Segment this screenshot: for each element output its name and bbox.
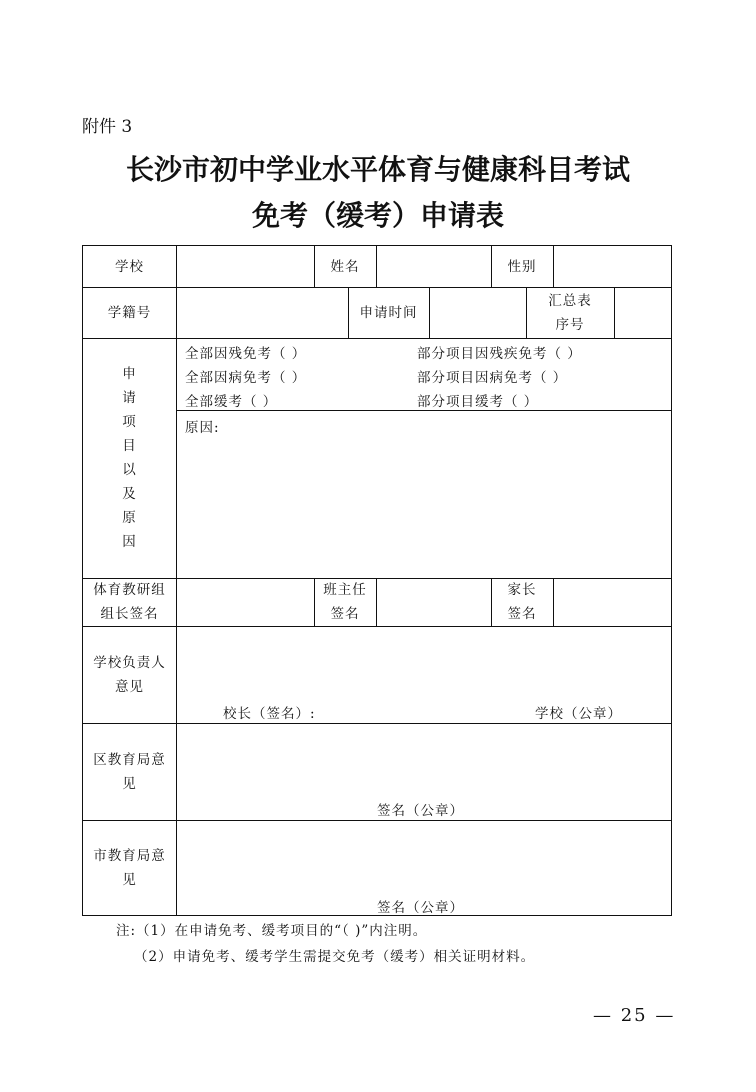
page-number: — 25 — [593,1005,676,1026]
option-defer-all[interactable]: 全部缓考（ ） [185,394,278,410]
form-title-line1: 长沙市初中学业水平体育与健康科目考试 [125,153,630,186]
principal-sign-label: 校长（签名）: [223,706,316,722]
reason-label: 原因: [185,420,220,436]
option-illness-partial[interactable]: 部分项目因病免考（ ） [417,370,568,386]
summary-no-label: 汇总表序号 [548,292,592,333]
name-field[interactable] [377,246,491,287]
note-2: （2）申请免考、缓考学生需提交免考（缓考）相关证明材料。 [134,949,536,965]
city-opinion-label: 市教育局意见 [93,847,166,888]
school-head-opinion-label: 学校负责人意见 [93,654,166,695]
apply-time-label: 申请时间 [359,304,418,321]
option-disability-all[interactable]: 全部因残免考（ ） [185,346,307,362]
parent-sign-field[interactable] [554,578,671,626]
school-field[interactable] [177,246,314,287]
parent-label: 家长签名 [507,582,537,622]
pe-leader-sign-field[interactable] [177,578,314,626]
option-defer-partial[interactable]: 部分项目缓考（ ） [417,394,539,410]
head-teacher-sign-field[interactable] [377,578,491,626]
attachment-label: 附件 3 [82,117,133,137]
option-illness-all[interactable]: 全部因病免考（ ） [185,370,307,386]
summary-no-field[interactable] [615,287,671,338]
school-label: 学校 [115,258,144,275]
name-label: 姓名 [330,258,360,275]
head-teacher-label: 班主任签名 [323,582,367,622]
form-notes [116,918,535,970]
student-id-field[interactable] [177,287,348,338]
note-1: 注:（1）在申请免考、缓考项目的“（ )”内注明。 [116,923,428,939]
gender-label: 性别 [507,258,537,275]
apply-time-field[interactable] [430,287,526,338]
pe-leader-label: 体育教研组组长签名 [93,582,166,622]
row-divider [176,410,671,411]
school-seal-label: 学校（公章） [535,706,622,722]
application-form-table [82,245,672,916]
district-opinion-label: 区教育局意见 [93,751,166,792]
district-sign-label: 签名（公章） [377,803,464,819]
option-disability-partial[interactable]: 部分项目因残疾免考（ ） [417,346,582,362]
gender-field[interactable] [554,246,671,287]
student-id-label: 学籍号 [107,304,152,321]
form-title-line2: 免考（缓考）申请表 [251,199,504,232]
city-sign-label: 签名（公章） [377,900,464,916]
apply-items-label: 申请项目以及原因 [122,366,137,550]
